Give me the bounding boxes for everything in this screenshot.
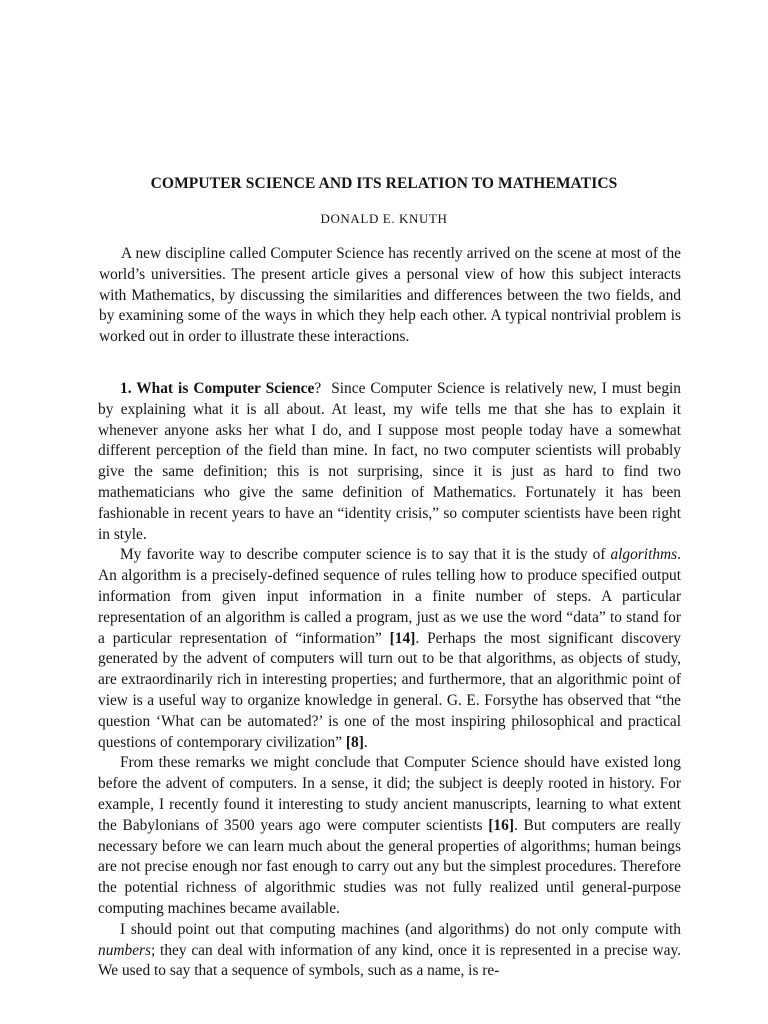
paragraph-text: ; they can deal with information of any kind, once it is represented in a precise way. We used to say that a sequence of symbols, such as a name, is re- (98, 941, 681, 980)
paragraph-text: From these remarks we might conclude that Computer Science should have existed long before the advent of computers. In a sense, it did; the subject is deeply rooted in history. For example, I recently found it interesting to study ancient manuscripts, learning to what extent the Babylonians of 3500 years ago were computer scientists (98, 754, 681, 834)
paragraph-text: Since Computer Science is relatively new, I must begin by explaining what it is all about. At least, my wife tells me that she has to explain it whenever anyone asks her what I do, and I suppose most people today have a somewhat different perception of the field than mine. In fact, no two computer scientists will probably give the same definition; this is not surprising, since it is just as hard to find two mathematicians who give the same definition of Mathematics. Fortunately it has been fashionable in recent years to have an “identity crisis,” so computer scientists have been right in style. (98, 380, 681, 543)
paragraph-text: My favorite way to describe computer science is to say that it is the study of (120, 546, 611, 564)
citation: [8] (345, 733, 364, 751)
section-1-paragraph-1 (98, 379, 681, 545)
emphasis-text: algorithms (610, 546, 678, 564)
citation: [16] (488, 816, 514, 834)
article-title: COMPUTER SCIENCE AND ITS RELATION TO MATHEMATICS (150, 175, 618, 192)
paragraph-text: . (363, 733, 368, 751)
abstract-paragraph: A new discipline called Computer Science has recently arrived on the scene at most of the world’s universities. The present article gives a personal view of how this subject interacts with Mathematics, by discussing the similarities and differences between the two fields, and by examining some of the ways in which they help each other. A typical nontrivial problem is worked out in order to illustrate these interactions. (99, 245, 681, 346)
section-1-paragraph-4 (98, 920, 681, 982)
author-name: DONALD E. KNUTH (320, 211, 448, 226)
paragraph-text: . An algorithm is a precisely-defined sequence of rules telling how to produce specified output information from given input information in a finite number of steps. A particular representation of an algorithm is called a program, just as we use the word “data” to stand for a particular representation of “information” (98, 546, 681, 647)
section-1-paragraph-2 (98, 545, 681, 753)
emphasis-text: numbers (98, 941, 152, 959)
citation: [14] (389, 629, 416, 647)
paragraph-text: . Perhaps the most significant discovery generated by the advent of computers will turn out to be that algorithms, as objects of study, are extraordinarily rich in interesting properties; and furthermore, that an algorithmic point of view is a useful way to organize knowledge in general. G. E. Forsythe has observed that “the question ‘What can be automated?’ is one of the most inspiring philosophical and practical questions of contemporary civilization” (98, 629, 681, 751)
section-1-paragraph-3 (98, 753, 681, 919)
section-1 (98, 379, 681, 982)
section-heading: 1. What is Computer Science (120, 380, 315, 397)
paragraph-text: I should point out that computing machines (and algorithms) do not only compute with (120, 920, 681, 938)
paragraph-text: . But computers are really necessary before we can learn much about the general properties of algorithms; human beings are not precise enough nor fast enough to carry out any but the simplest procedures. Therefore the potential richness of algorithmic studies was not fully realized until general-purpose computing machines became available. (98, 816, 681, 917)
section-heading-punct: ? (314, 380, 322, 397)
